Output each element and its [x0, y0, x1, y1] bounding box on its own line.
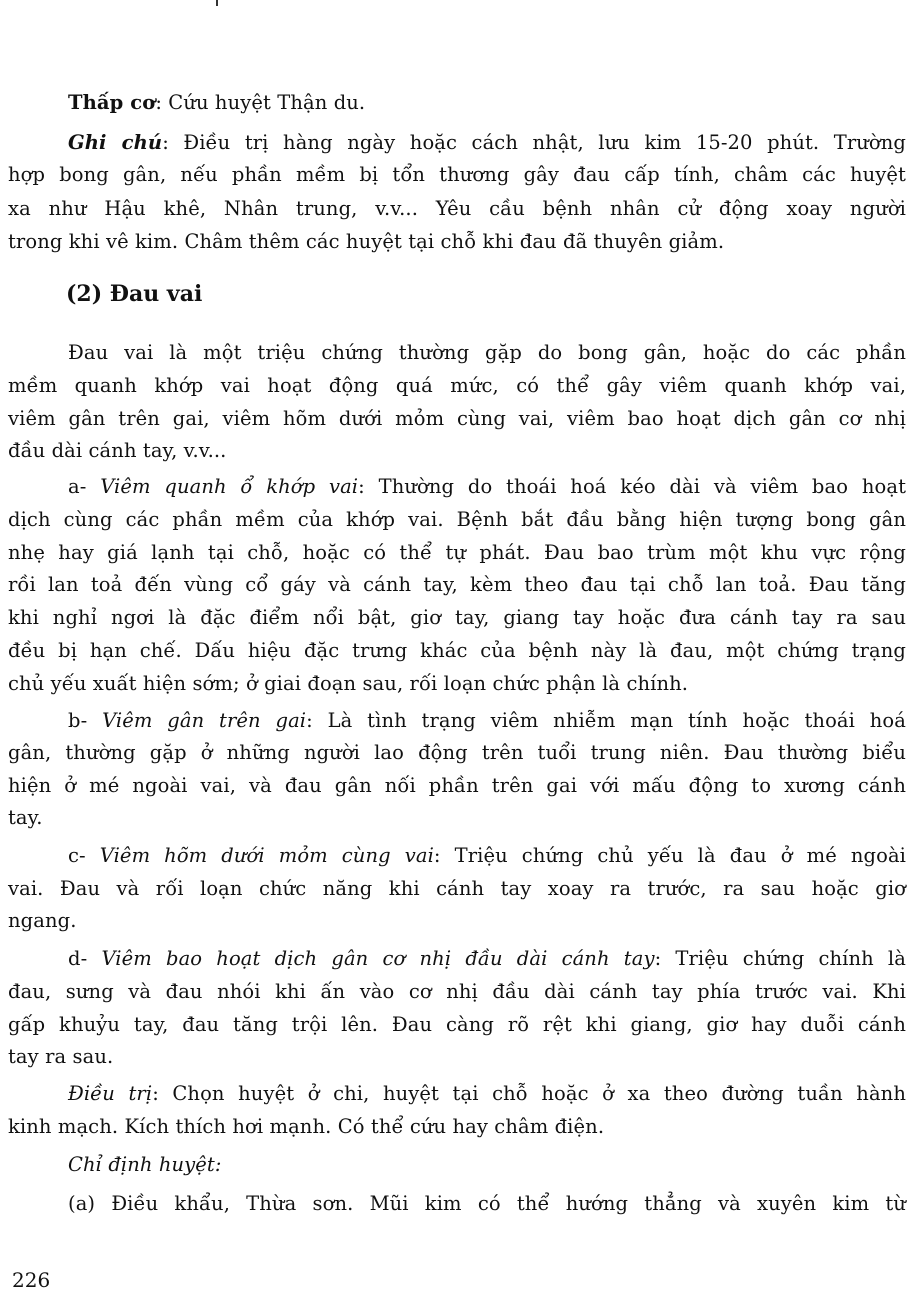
paragraph-line: tay.	[8, 806, 43, 829]
paragraph-line: Ghi chú: Điều trị hàng ngày hoặc cách nhật, lưu kim 15-20 phút. Trường	[68, 131, 906, 154]
subsection-title: Viêm gân trên gai	[102, 709, 307, 732]
subsection-title: Viêm bao hoạt dịch gân cơ nhị đầu dài cánh tay	[101, 947, 655, 970]
term-thap-co: Thấp cơ	[68, 91, 156, 114]
subsection-title: Viêm quanh ổ khớp vai	[100, 475, 359, 498]
paragraph-line: đau, sưng và đau nhói khi ấn vào cơ nhị đầu dài cánh tay phía trước vai. Khi	[8, 980, 906, 1003]
paragraph-line: Đau vai là một triệu chứng thường gặp do bong gân, hoặc do các phần	[68, 341, 906, 364]
paragraph-line: chủ yếu xuất hiện sớm; ở giai đoạn sau, rối loạn chức phận là chính.	[8, 672, 689, 695]
paragraph-line: c- Viêm hõm dưới mỏm cùng vai: Triệu chứng chủ yếu là đau ở mé ngoài	[68, 844, 907, 867]
paragraph-line: vai. Đau và rối loạn chức năng khi cánh tay xoay ra trước, ra sau hoặc giơ	[8, 877, 906, 900]
treatment-label: Điều trị	[68, 1082, 153, 1105]
paragraph-line: ngang.	[8, 909, 77, 932]
paragraph-line: kinh mạch. Kích thích hơi mạnh. Có thể cứu hay châm điện.	[8, 1115, 605, 1138]
subsection-title: Viêm hõm dưới mỏm cùng vai	[99, 844, 434, 867]
paragraph-line: a- Viêm quanh ổ khớp vai: Thường do thoái hoá kéo dài và viêm bao hoạt	[68, 475, 907, 498]
paragraph-line: hợp bong gân, nếu phần mềm bị tổn thương gây đau cấp tính, châm các huyệt	[8, 163, 906, 186]
paragraph-line: Thấp cơ: Cứu huyệt Thận du.	[68, 91, 366, 114]
paragraph-line: đầu dài cánh tay, v.v...	[8, 439, 227, 462]
paragraph-line: d- Viêm bao hoạt dịch gân cơ nhị đầu dài cánh tay: Triệu chứng chính là	[68, 947, 906, 970]
paragraph-line: hiện ở mé ngoài vai, và đau gân nối phần trên gai với mấu động to xương cánh	[8, 774, 906, 797]
paragraph-line: đều bị hạn chế. Dấu hiệu đặc trưng khác của bệnh này là đau, một chứng trạng	[8, 639, 906, 662]
paragraph-line: dịch cùng các phần mềm của khớp vai. Bệnh bắt đầu bằng hiện tượng bong gân	[8, 508, 906, 531]
paragraph-line: rồi lan toả đến vùng cổ gáy và cánh tay, kèm theo đau tại chỗ lan toả. Đau tăng	[8, 573, 906, 596]
indicated-points-label: Chỉ định huyệt:	[68, 1153, 222, 1176]
paragraph-line: b- Viêm gân trên gai: Là tình trạng viêm nhiễm mạn tính hoặc thoái hoá	[68, 709, 906, 732]
paragraph-line: xa như Hậu khê, Nhân trung, v.v... Yêu cầu bệnh nhân cử động xoay người	[8, 197, 906, 220]
scan-speck	[216, 0, 218, 6]
paragraph-line: gấp khuỷu tay, đau tăng trội lên. Đau càng rõ rệt khi giang, giơ hay duỗi cánh	[8, 1013, 906, 1036]
paragraph-line: Điều trị: Chọn huyệt ở chi, huyệt tại chỗ hoặc ở xa theo đường tuần hành	[68, 1082, 906, 1105]
section-heading: (2) Đau vai	[66, 281, 203, 307]
paragraph-line: tay ra sau.	[8, 1045, 114, 1068]
paragraph-line: nhẹ hay giá lạnh tại chỗ, hoặc có thể tự phát. Đau bao trùm một khu vực rộng	[8, 541, 906, 564]
paragraph-line: gân, thường gặp ở những người lao động trên tuổi trung niên. Đau thường biểu	[8, 741, 906, 764]
paragraph-line: trong khi vê kim. Châm thêm các huyệt tại chỗ khi đau đã thuyên giảm.	[8, 230, 725, 253]
note-label: Ghi chú	[68, 131, 163, 154]
page-number: 226	[12, 1268, 51, 1292]
paragraph-line: (a) Điều khẩu, Thừa sơn. Mũi kim có thể hướng thẳng và xuyên kim từ	[68, 1192, 906, 1215]
paragraph-line: khi nghỉ ngơi là đặc điểm nổi bật, giơ tay, giang tay hoặc đưa cánh tay ra sau	[8, 606, 906, 629]
paragraph-line: viêm gân trên gai, viêm hõm dưới mỏm cùng vai, viêm bao hoạt dịch gân cơ nhị	[8, 407, 906, 430]
paragraph-line: mềm quanh khớp vai hoạt động quá mức, có thể gây viêm quanh khớp vai,	[8, 374, 906, 397]
